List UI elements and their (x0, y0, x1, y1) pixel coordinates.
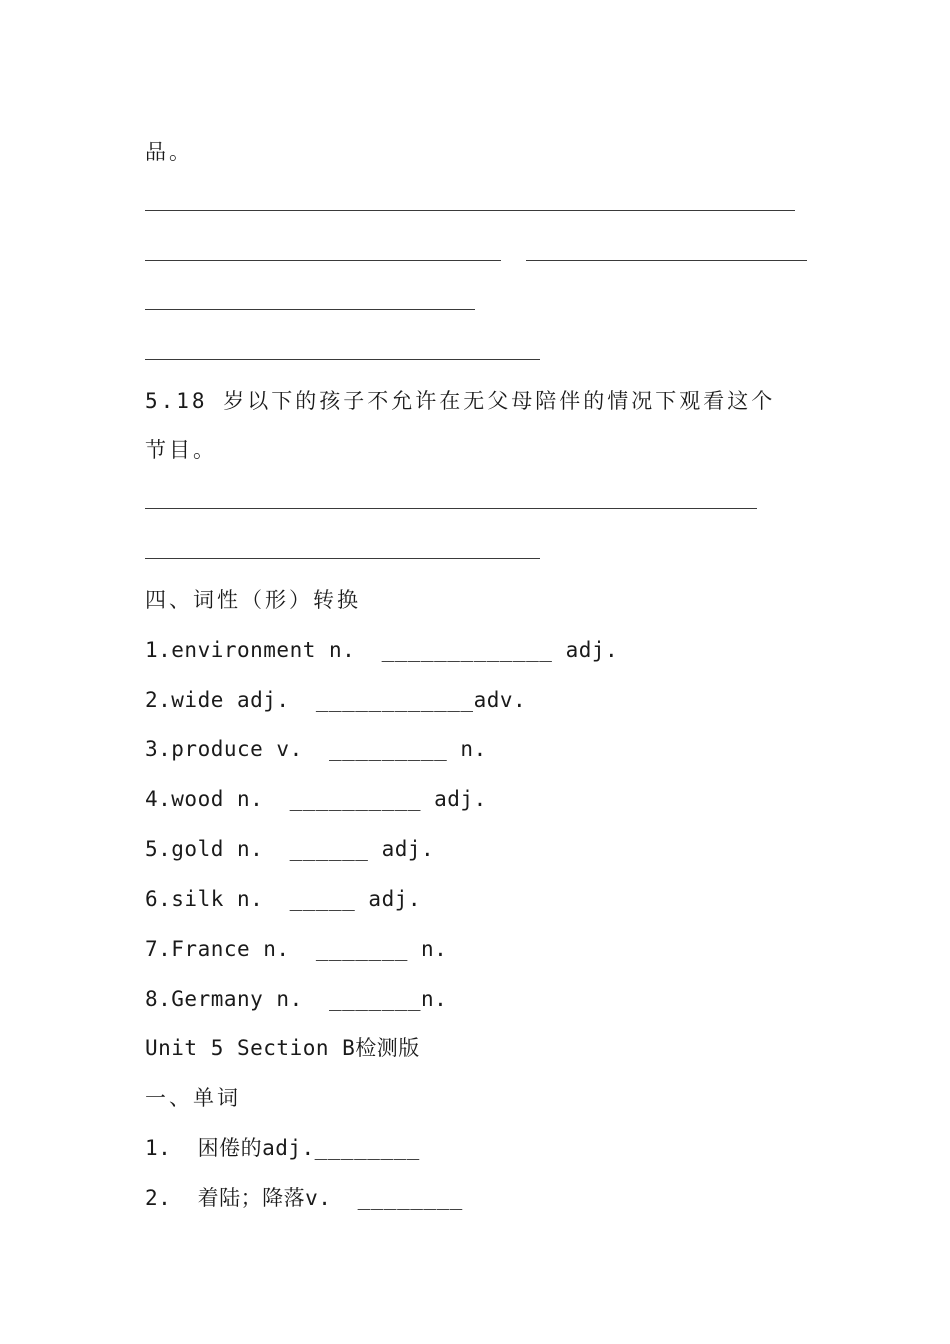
exercise-item: 3.produce v. _________ n. (145, 737, 487, 761)
exercise-item: 8.Germany n. _______n. (145, 987, 448, 1011)
exercise-item: 4.wood n. __________ adj. (145, 787, 487, 811)
answer-rule (526, 260, 807, 261)
question-line: 节目。 (145, 438, 217, 462)
answer-rule (145, 210, 795, 211)
text-line: 品。 (145, 140, 193, 164)
answer-rule (145, 359, 540, 360)
exercise-item: 6.silk n. _____ adj. (145, 887, 422, 911)
exercise-item: 5.gold n. ______ adj. (145, 837, 435, 861)
exercise-item: 1. 困倦的adj.________ (145, 1136, 420, 1160)
section-heading: 一、单词 (145, 1086, 241, 1110)
exercise-item: 2. 着陆；降落v. ________ (145, 1186, 463, 1210)
answer-rule (145, 260, 501, 261)
unit-heading: Unit 5 Section B检测版 (145, 1036, 420, 1060)
exercise-item: 2.wide adj. ____________adv. (145, 688, 527, 712)
answer-rule (145, 309, 475, 310)
section-heading: 四、词性（形）转换 (145, 588, 361, 612)
answer-rule (145, 558, 540, 559)
exercise-item: 7.France n. _______ n. (145, 937, 448, 961)
exercise-item: 1.environment n. _____________ adj. (145, 638, 619, 662)
answer-rule (145, 508, 757, 509)
question-line: 5.18 岁以下的孩子不允许在无父母陪伴的情况下观看这个 (145, 389, 776, 413)
